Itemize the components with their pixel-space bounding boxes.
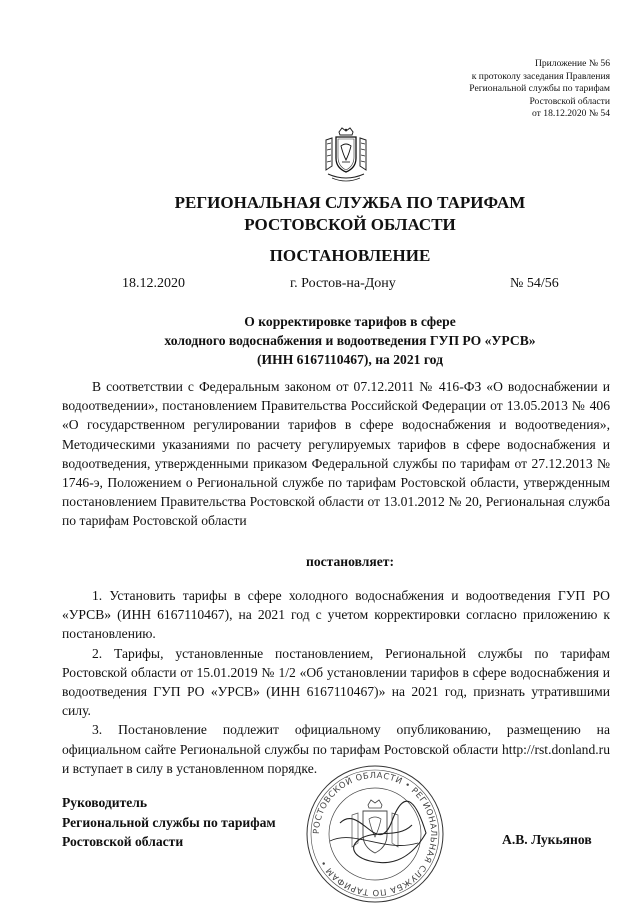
appendix-line: Ростовской области (529, 95, 610, 107)
appendix-note (380, 58, 610, 121)
document-type: ПОСТАНОВЛЕНИЕ (269, 246, 431, 265)
signatory-title (62, 793, 276, 852)
appendix-line: от 18.12.2020 № 54 (532, 108, 610, 119)
signatory-title-line: Руководитель (62, 795, 148, 810)
organization-title-line: РЕГИОНАЛЬНАЯ СЛУЖБА ПО ТАРИФАМ (174, 193, 526, 212)
organization-title-line: РОСТОВСКОЙ ОБЛАСТИ (244, 215, 456, 234)
signatory-name: А.В. Лукьянов (502, 832, 592, 847)
appendix-line: к протоколу заседания Правления (471, 70, 610, 82)
preamble-paragraph: В соответствии с Федеральным законом от 07.12.2011 № 416-ФЗ «О водоснабжении и водоотведении», постановлением Правительства Российской Федерации от 13.05.2013 № 406 «О государственном регулировании тарифов в сфере водоснабжения и водоотведения», Методическими указаниями по расчету регулируемых тарифов в сфере водоснабжения и водоотведения, утвержденными приказом Федеральной службы по тарифам от 27.12.2013 № 1746-э, Положением о Региональной службе по тарифам Ростовской области, утвержденным постановлением Правительства Ростовской области от 13.01.2012 № 20, Региональная служба по тарифам Ростовской области (62, 379, 610, 529)
resolves-heading: постановляет: (306, 554, 394, 569)
document-city: г. Ростов-на-Дону (290, 276, 396, 291)
appendix-line: Региональной службы по тарифам (469, 83, 610, 94)
subject-line: (ИНН 6167110467), на 2021 год (257, 352, 443, 367)
official-seal-icon (300, 763, 450, 905)
document-subject (60, 312, 640, 369)
resolution-item: 2. Тарифы, установленные постановлением, Региональной службы по тарифам Ростовской области от 15.01.2019 № 1/2 «Об установлении тарифов в сфере водоснабжения и водоотведения ГУП РО «УРСВ» (ИНН 6167110467)» на 2021 год, признать утратившими силу. (62, 645, 610, 719)
document-number: № 54/56 (510, 276, 559, 291)
resolution-item: 1. Установить тарифы в сфере холодного водоснабжения и водоотведения ГУП РО «УРСВ» (ИНН 6167110467), на 2021 год с учетом корректировки согласно приложению к постановлению. (62, 588, 610, 642)
subject-line: холодного водоснабжения и водоотведения ГУП РО «УРСВ» (164, 333, 536, 348)
seal-ring-text: РОСТОВСКОЙ ОБЛАСТИ • РЕГИОНАЛЬНАЯ СЛУЖБА ПО ТАРИФАМ • (310, 769, 440, 899)
organization-title (60, 192, 640, 236)
signatory-title-line: Региональной службы по тарифам (62, 814, 276, 830)
appendix-line: Приложение № 56 (534, 58, 610, 69)
resolution-item: 3. Постановление подлежит официальному опубликованию, размещению на официальном сайте Региональной службы по тарифам Ростовской области http://rst.donland.ru и вступает в силу в установленном порядке. (62, 722, 610, 776)
signatory-title-line: Ростовской области (62, 834, 184, 849)
document-date: 18.12.2020 (122, 276, 185, 291)
coat-of-arms-icon (322, 126, 370, 184)
resolution-items (62, 586, 610, 778)
subject-line: О корректировке тарифов в сфере (244, 314, 456, 329)
